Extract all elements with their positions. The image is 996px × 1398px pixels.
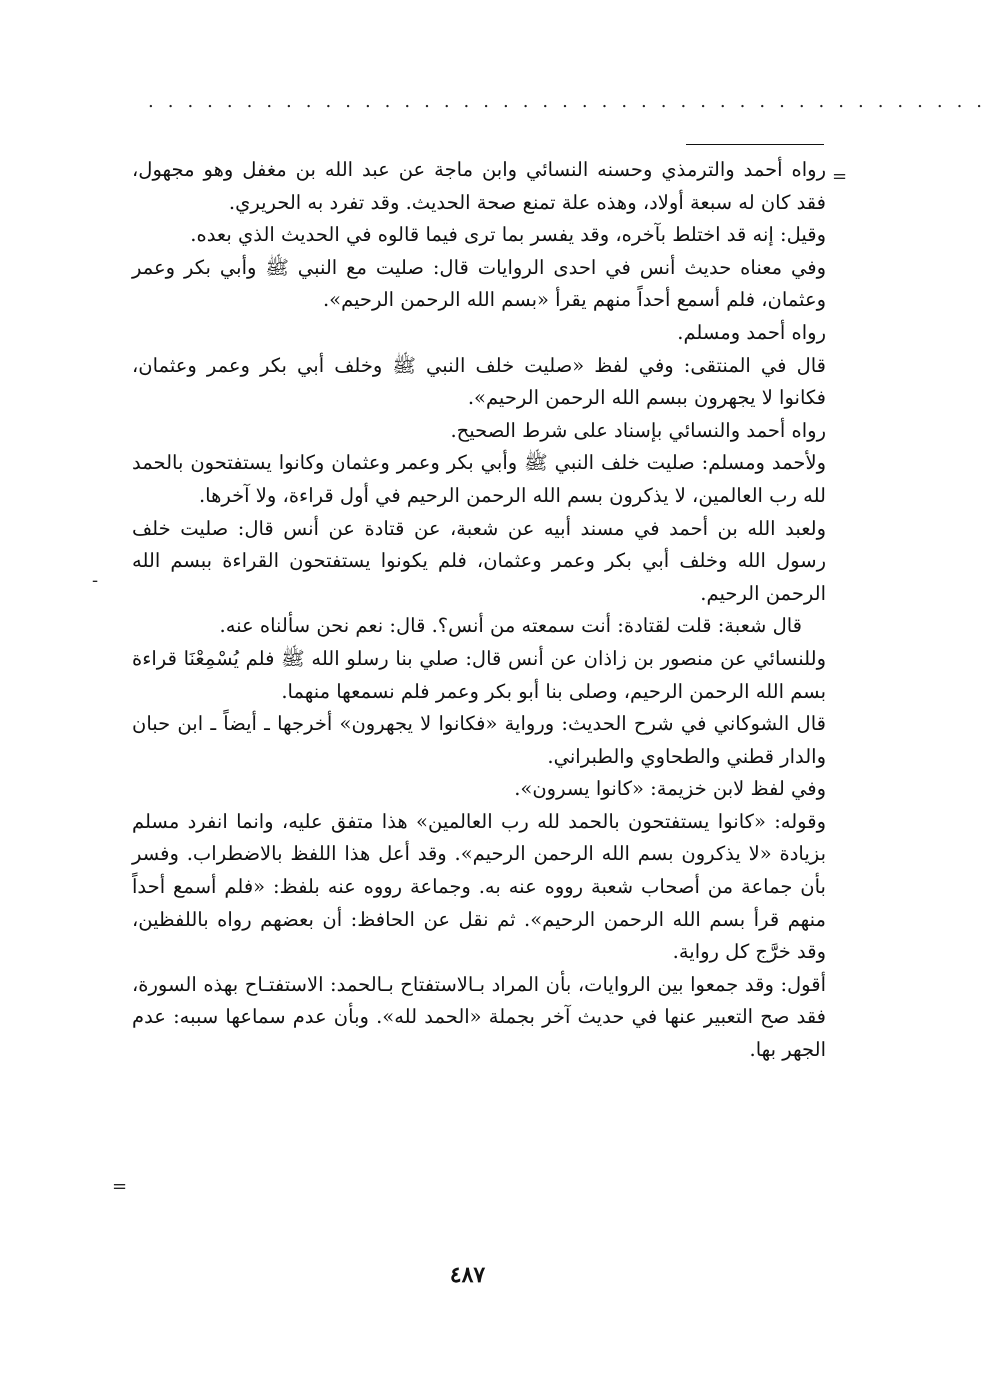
header-dotted-line: ........................................... [148, 91, 996, 112]
footnote-text-body [132, 154, 826, 1067]
margin-mark-top: = [832, 166, 848, 187]
paragraph: وللنسائي عن منصور بن زاذان عن أنس قال: صلي بنا رسلو الله ﷺ فلم يُسْمِعْنَا قراءة بسم الله الرحمن الرحيم، وصلى بنا أبو بكر وعمر فلم نسمعها منهما. [132, 646, 826, 703]
paragraph: رواه أحمد ومسلم. [677, 320, 826, 344]
paragraph: قال شعبة: قلت لقتادة: أنت سمعته من أنس؟. قال: نعم نحن سألناه عنه. [219, 614, 802, 638]
paragraph: قال في المنتقى: وفي لفظ «صليت خلف النبي ﷺ وخلف أبي بكر وعمر وعثمان، فكانوا لا يجهرون ببسم الله الرحمن الرحيم». [132, 353, 826, 410]
paragraph: وقيل: إنه قد اختلط بآخره، وقد يفسر بما ترى فيما قالوه في الحديث الذي بعده. [190, 223, 826, 247]
margin-mark-bottom: = [112, 1176, 128, 1197]
paragraph: ولأحمد ومسلم: صليت خلف النبي ﷺ وأبي بكر وعمر وعثمان وكانوا يستفتحون بالحمد لله رب العالمين، لا يذكرون بسم الله الرحمن الرحيم في أول قراءة، ولا آخرها. [132, 451, 826, 507]
footnote-separator-rule [686, 144, 824, 145]
paragraph: وفي معناه حديث أنس في احدى الروايات قال: صليت مع النبي ﷺ وأبي بكر وعمر وعثمان، فلم أسمع أحداً منهم يقرأ «بسم الله الرحمن الرحيم». [132, 255, 826, 312]
margin-mark-middle: - [92, 570, 99, 591]
paragraph: رواه أحمد والترمذي وحسنه النسائي وابن ماجة عن عبد الله بن مغفل وهو مجهول، فقد كان له سبعة أولاد، وهذه علة تمنع صحة الحديث. وقد تفرد به الحريري. [132, 158, 826, 214]
paragraph: وفي لفظ لابن خزيمة: «كانوا يسرون». [514, 777, 826, 801]
paragraph: قال الشوكاني في شرح الحديث: ورواية «فكانوا لا يجهرون» أخرجها ـ أيضاً ـ ابن حبان والدار قطني والطحاوي والطبراني. [132, 712, 826, 768]
paragraph: ولعبد الله بن أحمد في مسند أبيه عن شعبة، عن قتادة عن أنس قال: صليت خلف رسول الله وخلف أبي بكر وعمر وعثمان، فلم يكونوا يستفتحون القراءة ببسم الله الرحمن الرحيم. [132, 516, 826, 605]
paragraph: أقول: وقد جمعوا بين الروايات، بأن المراد بـالاستفتاح بـالحمد: الاستفتـاح بهذه السورة، فقد صح التعبير عنها في حديث آخر بجملة «الحمد لله». وبأن عدم سماعها سببه: عدم الجهر بها. [132, 972, 826, 1062]
paragraph: رواه أحمد والنسائي بإسناد على شرط الصحيح. [450, 418, 826, 442]
page-number: ٤٨٧ [449, 1262, 486, 1288]
paragraph: وقوله: «كانوا يستفتحون بالحمد لله رب العالمين» هذا متفق عليه، وانما انفرد مسلم بزيادة «لا يذكرون بسم الله الرحمن الرحيم». وقد أعل هذا اللفظ بالاضطراب. وفسر بأن جماعة من أصحاب شعبة رووه عنه به. وجماعة رووه عنه بلفظ: «فلم أسمع أحداً منهم قرأ بسم الله الرحمن الرحيم». ثم نقل عن الحافظ: أن بعضهم رواه باللفظين، وقد خرَّج كل رواية. [132, 809, 826, 964]
